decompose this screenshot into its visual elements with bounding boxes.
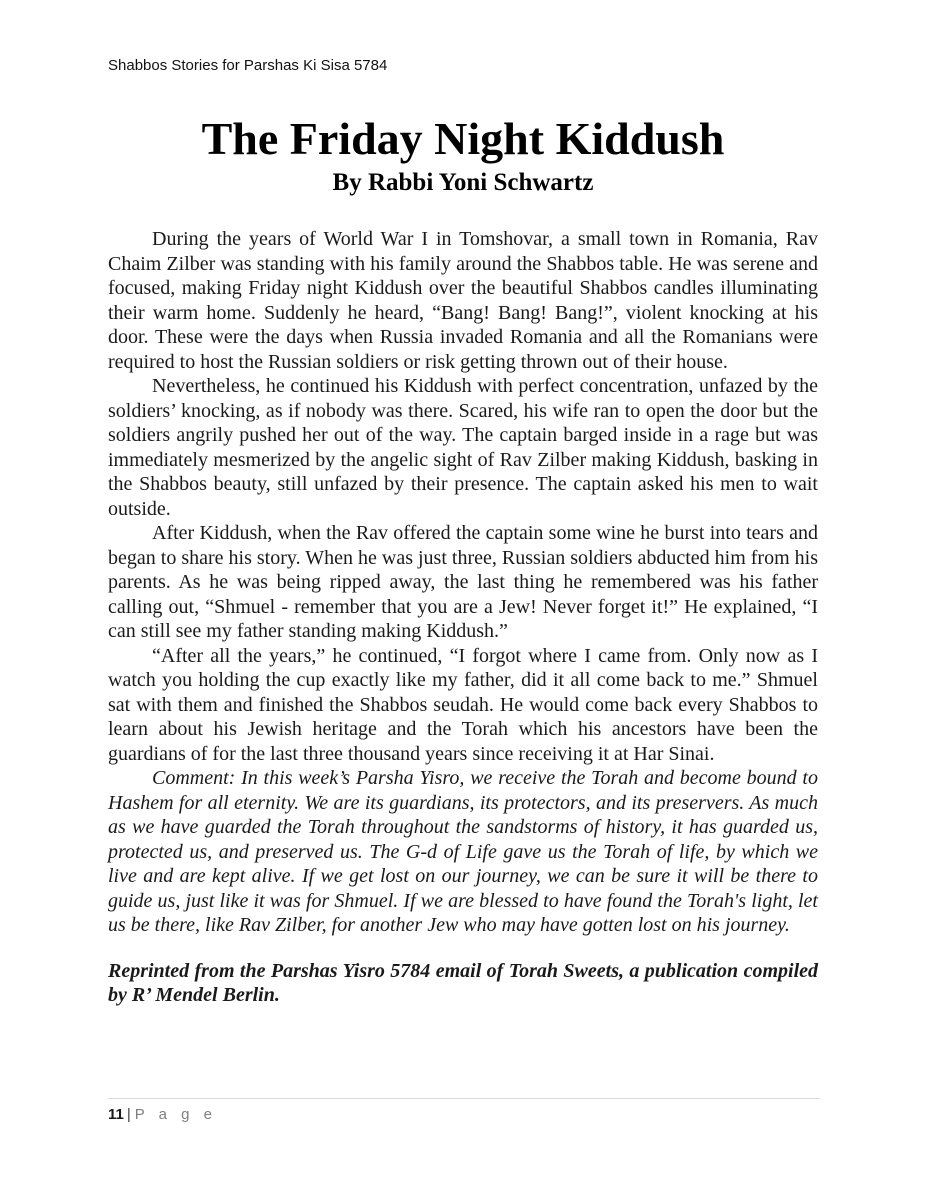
comment-paragraph: Comment: In this week’s Parsha Yisro, we receive the Torah and become bound to Hashem for all eternity. We are its guardians, its protectors, and its preservers. As much as we have guarded the Torah throughout the sandstorms of history, it has guarded us, protected us, and preserved us. The G-d of Life gave us the Torah of life, by which we live and are kept alive. If we get lost on our journey, we can be sure it will be there to guide us, just like it was for Shmuel. If we are blessed to have found the Torah's light, let us be there, like Rav Zilber, for another Jew who may have gotten lost on his journey. [108,767,818,936]
reprint-attribution: Reprinted from the Parshas Yisro 5784 email of Torah Sweets, a publication compiled by R’ Mendel Berlin. [108,959,818,1006]
article-byline: By Rabbi Yoni Schwartz [332,169,594,196]
page-number: 11 [108,1106,124,1123]
running-header: Shabbos Stories for Parshas Ki Sisa 5784 [108,57,388,74]
story-paragraph-2: Nevertheless, he continued his Kiddush with perfect concentration, unfazed by the soldiers’ knocking, as if nobody was there. Scared, his wife ran to open the door but the soldiers angrily pushed her out of the way. The captain barged inside in a rage but was immediately mesmerized by the angelic sight of Rav Zilber making Kiddush, basking in the Shabbos beauty, still unfazed by their presence. The captain asked his men to wait outside. [108,375,818,520]
article-title: The Friday Night Kiddush [201,113,725,164]
page-label: P a g e [134,1106,218,1123]
page-footer [108,1098,820,1124]
story-paragraph-3: After Kiddush, when the Rav offered the captain some wine he burst into tears and began to share his story. When he was just three, Russian soldiers abducted him from his parents. As he was being ripped away, the last thing he remembered was his father calling out, “Shmuel - remember that you are a Jew! Never forget it!” He explained, “I can still see my father standing making Kiddush.” [108,522,818,642]
story-paragraph-1: During the years of World War I in Tomshovar, a small town in Romania, Rav Chaim Zilber was standing with his family around the Shabbos table. He was serene and focused, making Friday night Kiddush over the beautiful Shabbos candles illuminating their warm home. Suddenly he heard, “Bang! Bang! Bang!”, violent knocking at his door. These were the days when Russia invaded Romania and all the Romanians were required to host the Russian soldiers or risk getting thrown out of their house. [108,228,818,373]
story-paragraph-4: “After all the years,” he continued, “I forgot where I came from. Only now as I watch you holding the cup exactly like my father, did it all come back to me.” Shmuel sat with them and finished the Shabbos seudah. He would come back every Shabbos to learn about his Jewish heritage and the Torah which his ancestors have been the guardians of for the last three thousand years since receiving it at Har Sinai. [108,644,818,765]
footer-separator: | [126,1106,131,1123]
article-body [108,227,818,938]
